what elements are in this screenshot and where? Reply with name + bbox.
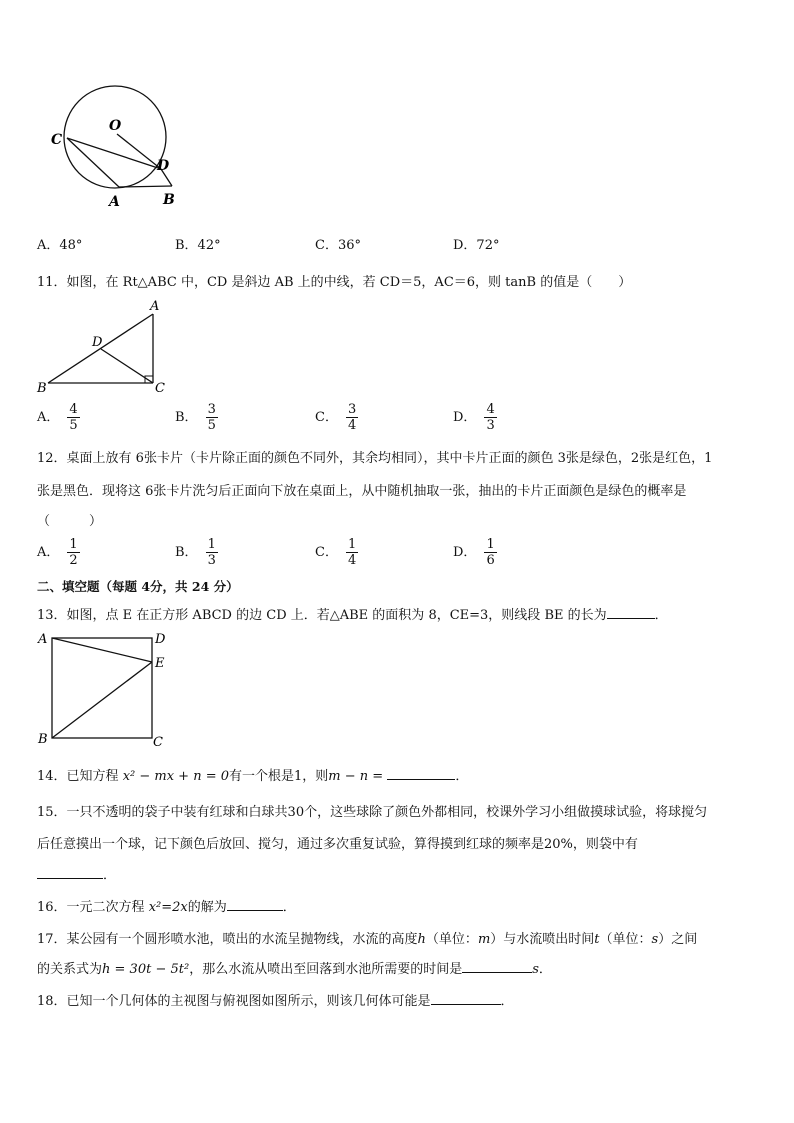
figure-q11-triangle [35, 297, 175, 397]
q11-option-b: B． $\frac{3}{5}$ [175, 402, 216, 433]
q17-question-line1: 17．某公园有一个圆形喷水池，喷出的水流呈抛物线，水流的高度h（单位：m）与水流喷出时间t（单位：s）之间 [37, 932, 698, 947]
q10-option-d: D．72° [453, 238, 500, 253]
q12-question-line2: 张是黑色．现将这 6张卡片洗匀后正面向下放在桌面上，从中随机抽取一张，抽出的卡片正面颜色是绿色的概率是 [37, 484, 687, 499]
square-abcd [52, 638, 152, 738]
label-c: C [153, 735, 163, 750]
q10-option-a: A．48° [37, 238, 83, 253]
q14-question: 14．已知方程 x² − mx + n = 0有一个根是1，则m − n = ． [37, 769, 469, 784]
q15-question-line2: 后任意摸出一个球，记下颜色后放回、搅匀，通过多次重复试验，算得摸到红球的频率是20%，则袋中有 [37, 837, 638, 852]
figure-q10-circle [45, 80, 185, 210]
label-d: D [92, 335, 103, 350]
label-a: A [38, 632, 48, 647]
q11-question: 11．如图，在 Rt△ABC 中，CD 是斜边 AB 上的中线，若 CD＝5，AC＝6，则 tanB 的值是（ ） [37, 275, 632, 290]
q10-option-b: B．42° [175, 238, 221, 253]
q15-answer-blank[interactable] [37, 866, 103, 879]
q12-option-c: C． $\frac{1}{4}$ [315, 537, 357, 568]
label-d: D [157, 158, 170, 174]
q16-equation: x²=2x [148, 900, 188, 915]
label-c: C [155, 381, 165, 396]
label-b: B [163, 192, 175, 208]
circle-o [64, 86, 166, 188]
segment-ca [67, 138, 119, 187]
label-a: A [150, 299, 160, 314]
q11-option-d: D． $\frac{4}{3}$ [453, 402, 495, 433]
segment-ae [52, 638, 152, 662]
label-c: C [51, 132, 63, 148]
q12-option-a: A． $\frac{1}{2}$ [37, 537, 78, 568]
q15-question-line1: 15．一只不透明的袋子中装有红球和白球共30个，这些球除了颜色外都相同，校课外学习小组做摸球试验，将球搅匀 [37, 805, 708, 820]
segment-cd [67, 138, 161, 169]
section-title-fill-in: 二、填空题（每题 4分，共 24 分） [37, 579, 239, 594]
label-b: B [37, 381, 47, 396]
q12-option-b: B． $\frac{1}{3}$ [175, 537, 216, 568]
q16-answer-blank[interactable] [227, 898, 283, 911]
label-d: D [155, 632, 166, 647]
q17-formula: h = 30t − 5t² [102, 962, 190, 977]
q12-question-line1: 12．桌面上放有 6张卡片（卡片除正面的颜色不同外，其余均相同），其中卡片正面的颜色 3张是绿色，2张是红色，1 [37, 451, 713, 466]
label-b: B [38, 732, 48, 747]
segment-od [117, 134, 161, 169]
q17-question-line2: 的关系式为h = 30t − 5t²，那么水流从喷出至回落到水池所需要的时间是 s． [37, 962, 552, 977]
q16-question: 16．一元二次方程 x²=2x的解为 ． [37, 900, 296, 915]
q14-expression: m − n = [328, 769, 384, 784]
q11-option-a: A． $\frac{4}{5}$ [37, 402, 78, 433]
q13-question: 13．如图，点 E 在正方形 ABCD 的边 CD 上．若△ABE 的面积为 8，CE=3，则线段 BE 的长为 ． [37, 608, 668, 623]
figure-q13-square [35, 630, 175, 750]
q12-option-d: D． $\frac{1}{6}$ [453, 537, 495, 568]
q14-equation: x² − mx + n = 0 [122, 769, 230, 784]
q18-answer-blank[interactable] [431, 992, 501, 1005]
q18-question: 18．已知一个几何体的主视图与俯视图如图所示，则该几何体可能是 ． [37, 994, 514, 1009]
q15-question-line3: ． [37, 864, 116, 883]
q13-answer-blank[interactable] [607, 606, 655, 619]
q10-option-c: C．36° [315, 238, 361, 253]
label-e: E [155, 656, 165, 671]
q12-question-line3: （ ） [37, 514, 103, 529]
q14-answer-blank[interactable] [387, 767, 455, 780]
label-a: A [109, 194, 120, 210]
segment-be [52, 662, 152, 738]
label-o: O [109, 118, 122, 134]
q11-option-c: C． $\frac{3}{4}$ [315, 402, 357, 433]
q17-answer-blank[interactable] [462, 960, 532, 973]
